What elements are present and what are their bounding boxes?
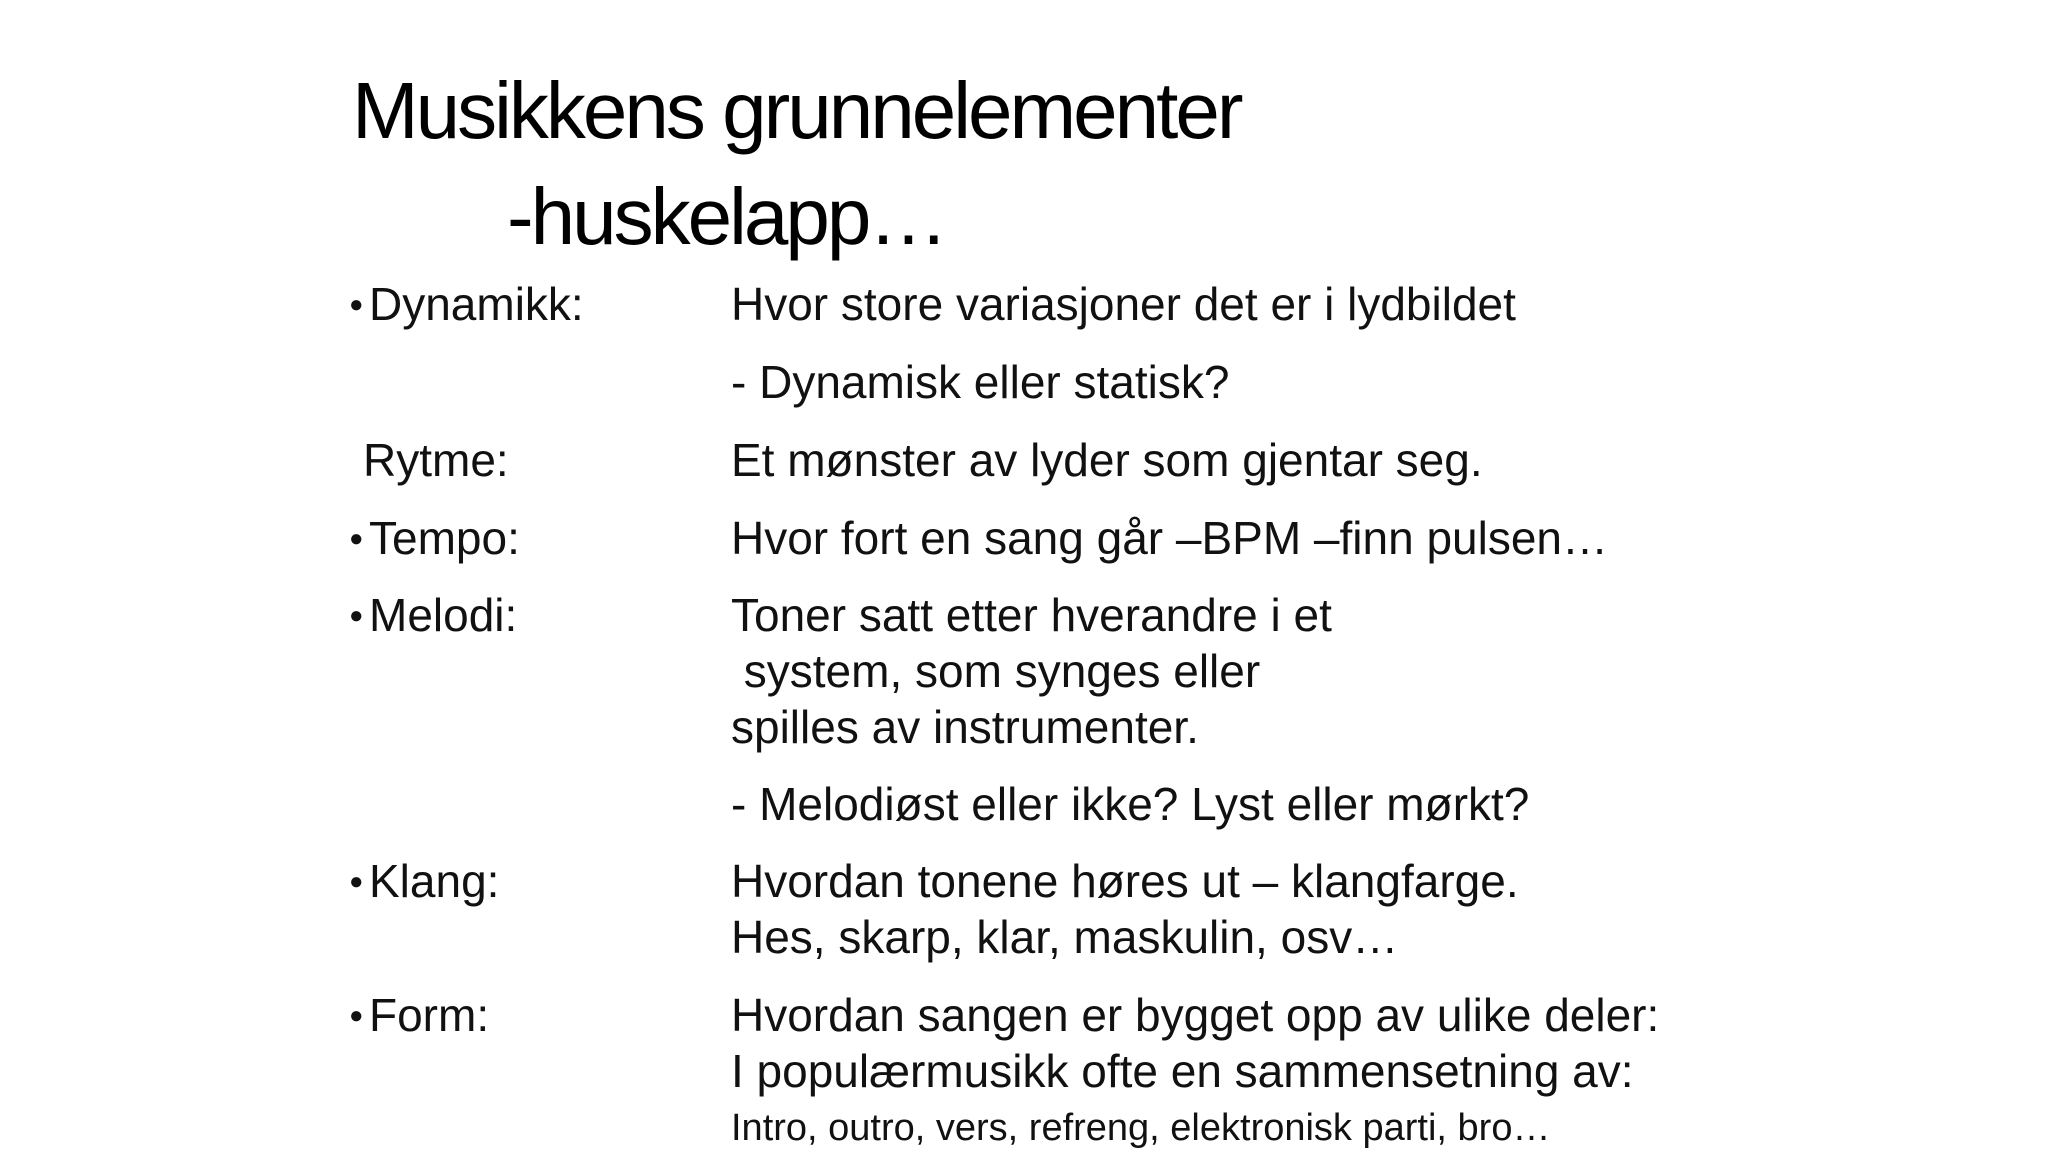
term-tempo [349,510,520,570]
term-form [349,987,489,1047]
term-label: Rytme: [363,434,509,486]
term-label: Dynamikk: [369,278,584,330]
desc-form-line-1: Hvordan sangen er bygget opp av ulike deler: [731,989,1660,1041]
term-klang [349,853,499,913]
term-dynamikk [349,276,584,336]
title-line-1: Musikkens grunnelementer [352,66,1241,155]
term-label: Klang: [369,855,500,907]
term-label: Melodi: [369,589,518,641]
desc-klang-line-1: Hvordan tonene høres ut – klangfarge. [731,855,1519,907]
desc-melodi-line-3: spilles av instrumenter. [731,701,1199,753]
desc-form-line-2: I populærmusikk ofte en sammensetning av: [731,1045,1634,1097]
term-label: Form: [369,989,490,1041]
desc-melodi-line-1: Toner satt etter hverandre i et [731,589,1332,641]
desc-klang-line-2: Hes, skarp, klar, maskulin, osv… [731,911,1399,963]
bullet-icon: ● [349,867,364,895]
desc-form-line-3: Intro, outro, vers, refreng, elektronisk parti, bro… [731,1107,1551,1149]
bullet-icon: ● [349,601,364,629]
desc-rytme: Et mønster av lyder som gjentar seg. [731,434,1483,486]
desc-tempo: Hvor fort en sang går –BPM –finn pulsen… [731,512,1609,564]
term-rytme [363,432,509,488]
sub-melodi: - Melodiøst eller ikke? Lyst eller mørkt? [731,778,1530,830]
bullet-icon: ● [349,290,364,318]
title-line-2: -huskelapp… [507,172,946,261]
sub-dynamikk: - Dynamisk eller statisk? [731,356,1230,408]
desc-melodi-line-2: system, som synges eller [731,645,1261,697]
bullet-icon: ● [349,1001,364,1029]
desc-dynamikk: Hvor store variasjoner det er i lydbildet [731,278,1516,330]
slide-title [352,58,1240,270]
bullet-icon: ● [349,524,364,552]
term-label: Tempo: [369,512,520,564]
term-melodi [349,587,517,647]
